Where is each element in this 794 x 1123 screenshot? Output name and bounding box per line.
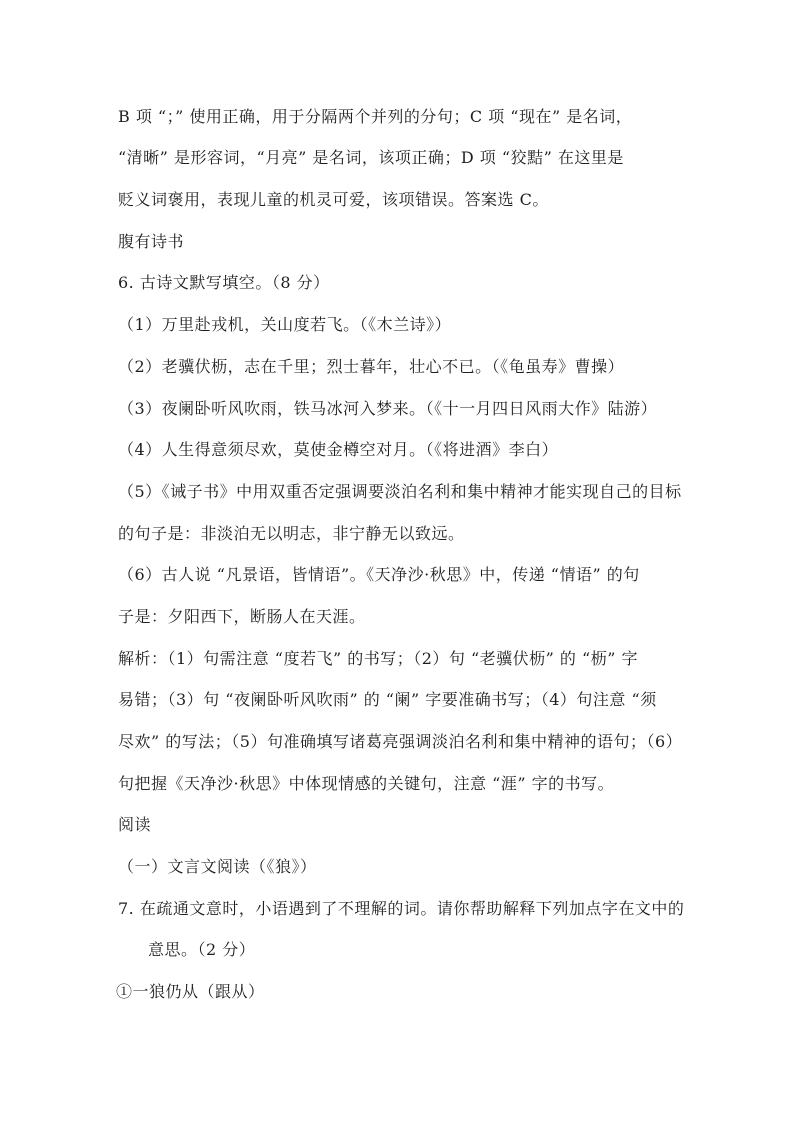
- question-6-item-6-line-1: （6）古人说 “凡景语，皆情语”。《天净沙·秋思》中，传递 “情语” 的句: [118, 565, 640, 584]
- question-6-item-2: （2）老骥伏枥，志在千里；烈士暮年，壮心不已。（《龟虽寿》曹操）: [118, 357, 625, 376]
- question-7-item-1: ①一狼仍从（跟从）: [116, 982, 265, 1001]
- question-6-item-6-line-2: 子是：夕阳西下，断肠人在天涯。: [118, 607, 366, 626]
- question-6-analysis-line-3: 尽欢” 的写法；（5）句准确填写诸葛亮强调淡泊名利和集中精神的语句；（6）: [118, 732, 683, 751]
- section-heading-poetry: 腹有诗书: [118, 232, 185, 251]
- question-6-item-3: （3）夜阑卧听风吹雨，铁马冰河入梦来。（《十一月四日风雨大作》陆游）: [118, 399, 658, 418]
- answer-analysis-line-1: B 项 “；” 使用正确，用于分隔两个并列的分句；C 项 “现在” 是名词，: [118, 107, 633, 126]
- section-heading-reading: 阅读: [118, 815, 152, 834]
- question-6-item-5-line-1: （5）《诫子书》中用双重否定强调要淡泊名利和集中精神才能实现自己的目标: [118, 482, 682, 501]
- question-6-analysis-line-1: 解析：（1）句需注意 “度若飞” 的书写；（2）句 “老骥伏枥” 的 “枥” 字: [118, 649, 638, 668]
- question-6-item-4: （4）人生得意须尽欢，莫使金樽空对月。（《将进酒》李白）: [118, 440, 559, 459]
- question-6-item-1: （1）万里赴戎机，关山度若飞。（《木兰诗》）: [118, 315, 452, 334]
- question-6-analysis-line-4: 句把握《天净沙·秋思》中体现情感的关键句，注意 “涯” 字的书写。: [118, 774, 615, 793]
- question-7-title-line-1: 7. 在疏通文意时，小语遇到了不理解的词。请你帮助解释下列加点字在文中的: [118, 899, 685, 918]
- question-6-title: 6. 古诗文默写填空。（8 分）: [118, 273, 330, 292]
- subsection-heading-classical: （一）文言文阅读（《狼》）: [118, 857, 317, 876]
- answer-analysis-line-2: “清晰” 是形容词，“月亮” 是名词，该项正确；D 项 “狡黠” 在这里是: [118, 148, 624, 167]
- question-7-title-line-2: 意思。（2 分）: [148, 940, 256, 959]
- question-6-item-5-line-2: 的句子是：非淡泊无以明志，非宁静无以致远。: [118, 524, 465, 543]
- question-6-analysis-line-2: 易错；（3）句 “夜阑卧听风吹雨” 的 “阑” 字要准确书写；（4）句注意 “须: [118, 690, 657, 709]
- answer-analysis-line-3: 贬义词褒用，表现儿童的机灵可爱，该项错误。答案选 C。: [118, 190, 549, 209]
